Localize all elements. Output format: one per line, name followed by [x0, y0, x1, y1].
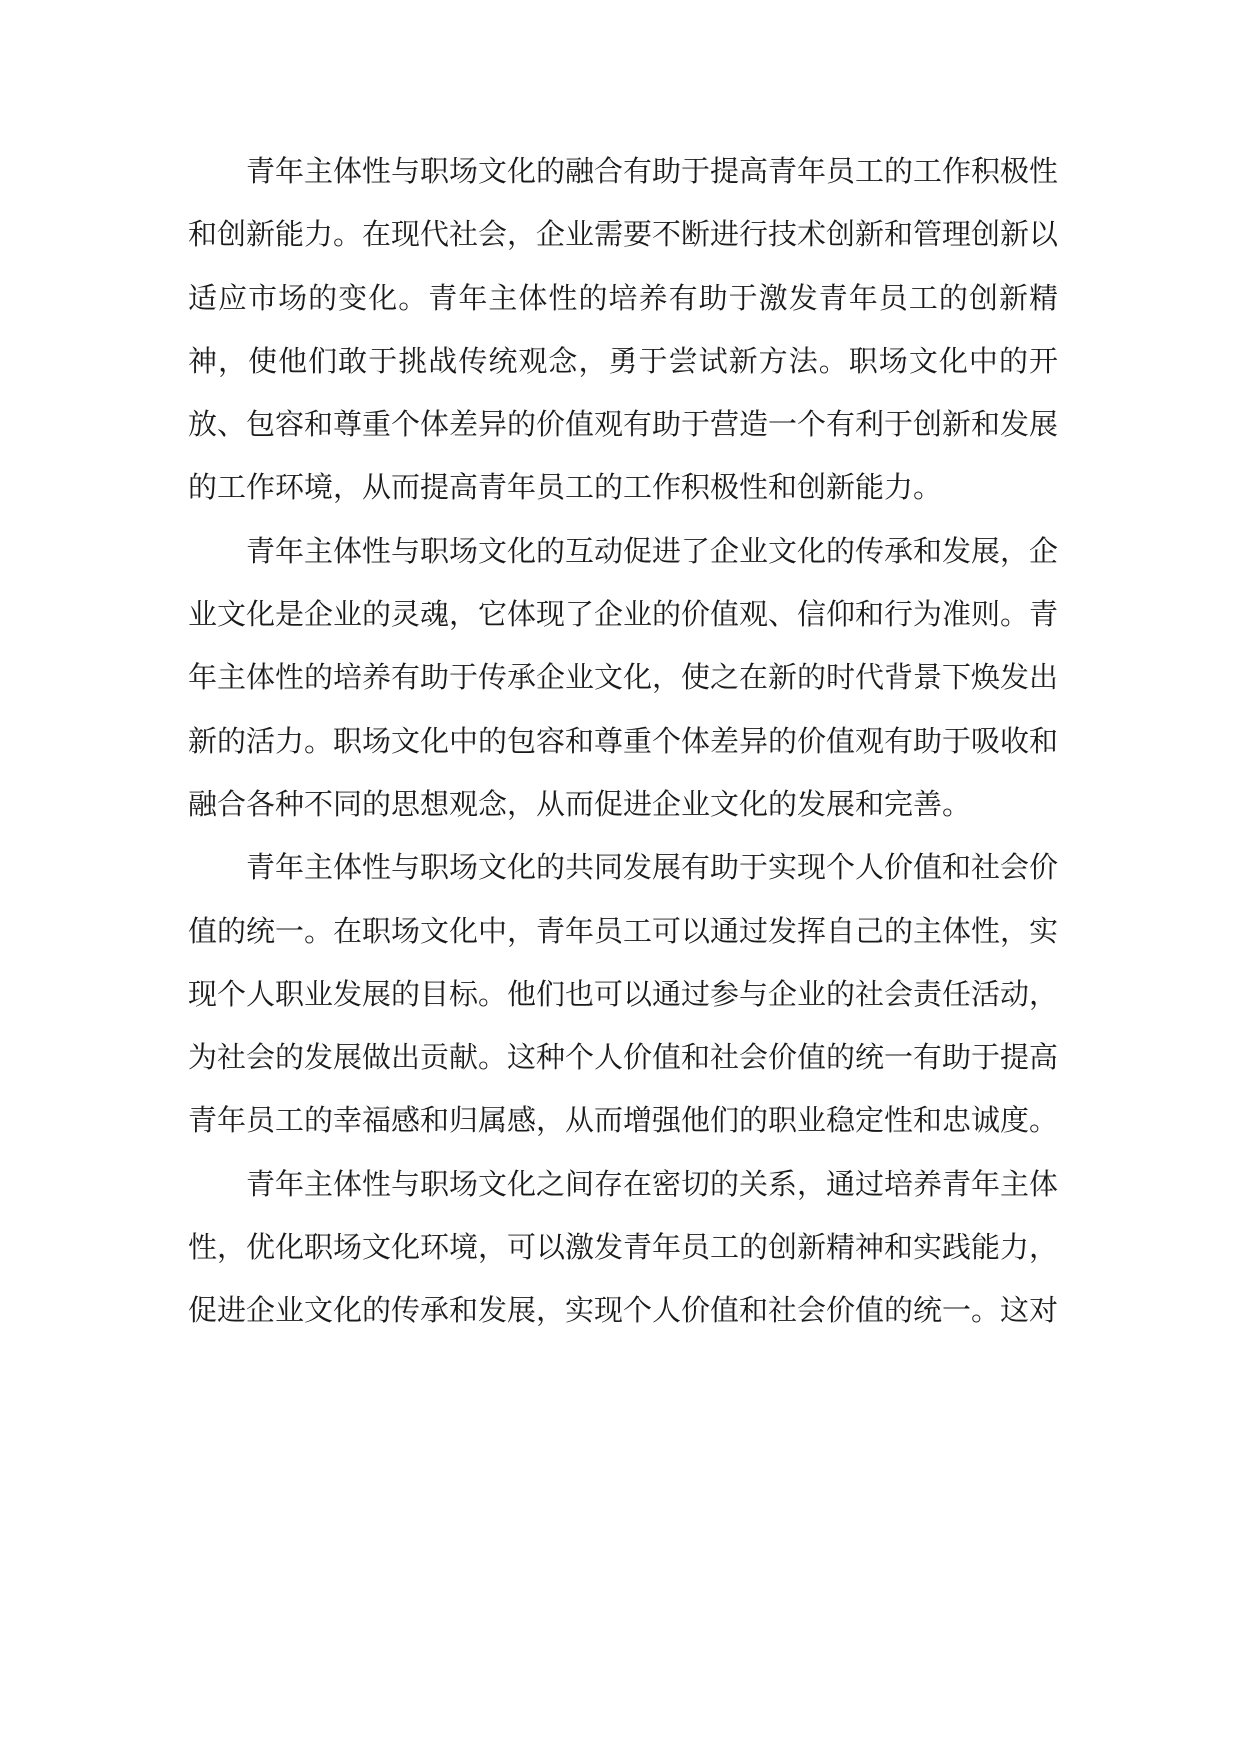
paragraph-1: 青年主体性与职场文化的融合有助于提高青年员工的工作积极性和创新能力。在现代社会，企业需要不断进行技术创新和管理创新以适应市场的变化。青年主体性的培养有助于激发青年员工的创新精神，使他们敢于挑战传统观念，勇于尝试新方法。职场文化中的开放、包容和尊重个体差异的价值观有助于营造一个有利于创新和发展的工作环境，从而提高青年员工的工作积极性和创新能力。	[188, 154, 1059, 505]
paragraph-2: 青年主体性与职场文化的互动促进了企业文化的传承和发展，企业文化是企业的灵魂，它体现了企业的价值观、信仰和行为准则。青年主体性的培养有助于传承企业文化，使之在新的时代背景下焕发出新的活力。职场文化中的包容和尊重个体差异的价值观有助于吸收和融合各种不同的思想观念，从而促进企业文化的发展和完善。	[188, 533, 1059, 821]
document-body	[188, 140, 1058, 1343]
paragraph-3: 青年主体性与职场文化的共同发展有助于实现个人价值和社会价值的统一。在职场文化中，青年员工可以通过发挥自己的主体性，实现个人职业发展的目标。他们也可以通过参与企业的社会责任活动，为社会的发展做出贡献。这种个人价值和社会价值的统一有助于提高青年员工的幸福感和归属感，从而增强他们的职业稳定性和忠诚度。	[188, 850, 1059, 1138]
paragraph-4: 青年主体性与职场文化之间存在密切的关系，通过培养青年主体性，优化职场文化环境，可以激发青年员工的创新精神和实践能力，促进企业文化的传承和发展，实现个人价值和社会价值的统一。这对	[188, 1166, 1059, 1328]
